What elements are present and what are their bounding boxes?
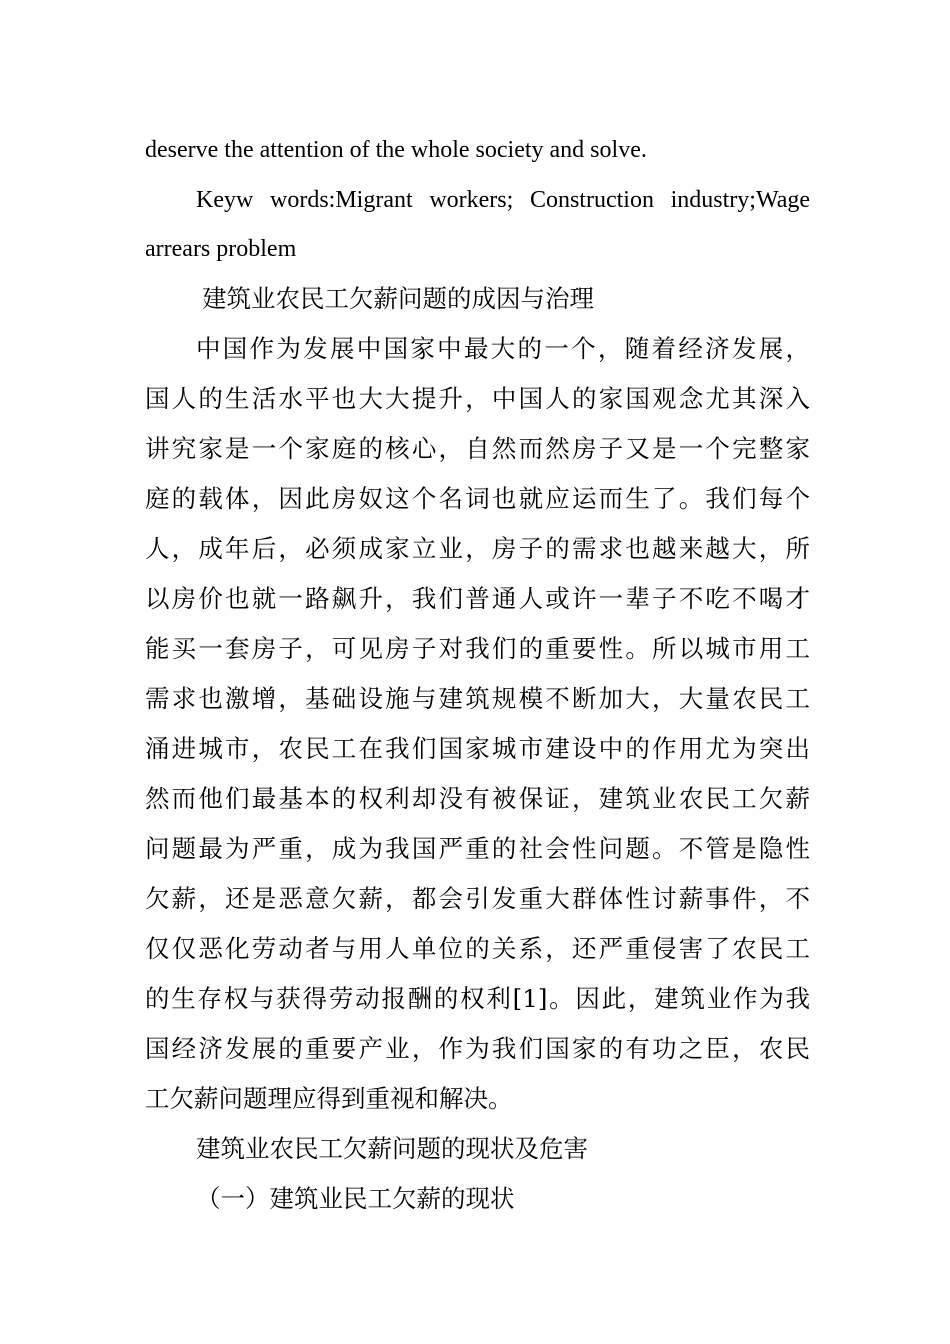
body-line: 然而他们最基本的权利却没有被保证，建筑业农民工欠薪 [145,784,810,813]
body-line: 需求也激增，基础设施与建筑规模不断加大，大量农民工 [145,684,810,713]
body-line: 仅仅恶化劳动者与用人单位的关系，还严重侵害了农民工 [145,934,810,963]
body-line: 涌进城市，农民工在我们国家城市建设中的作用尤为突出 [145,734,810,763]
body-line: 问题最为严重，成为我国严重的社会性问题。不管是隐性 [145,834,810,863]
body-line: 以房价也就一路飙升，我们普通人或许一辈子不吃不喝才 [145,584,810,613]
section-heading: 建筑业农民工欠薪问题的现状及危害 [196,1134,588,1163]
chinese-title: 建筑业农民工欠薪问题的成因与治理 [202,284,594,313]
body-line: 国经济发展的重要产业，作为我们国家的有功之臣，农民 [145,1034,810,1063]
abstract-tail-text: deserve the attention of the whole society and solve. [145,137,647,163]
body-line: 的生存权与获得劳动报酬的权利[1]。因此，建筑业作为我 [145,984,810,1013]
subsection-heading: （一）建筑业民工欠薪的现状 [196,1184,515,1213]
keywords-line-1: Keyw words:Migrant workers; Construction industry;Wage [196,187,810,213]
body-line: 能买一套房子，可见房子对我们的重要性。所以城市用工 [145,634,810,663]
body-line: 中国作为发展中国家中最大的一个，随着经济发展， [196,334,810,363]
body-line: 庭的载体，因此房奴这个名词也就应运而生了。我们每个 [145,484,810,513]
body-line: 人，成年后，必须成家立业，房子的需求也越来越大，所 [145,534,810,563]
body-line: 欠薪，还是恶意欠薪，都会引发重大群体性讨薪事件，不 [145,884,810,913]
keywords-line-2: arrears problem [145,236,297,262]
body-line: 讲究家是一个家庭的核心，自然而然房子又是一个完整家 [145,434,810,463]
body-line: 工欠薪问题理应得到重视和解决。 [145,1084,513,1113]
body-line: 国人的生活水平也大大提升，中国人的家国观念尤其深入 [145,384,810,413]
